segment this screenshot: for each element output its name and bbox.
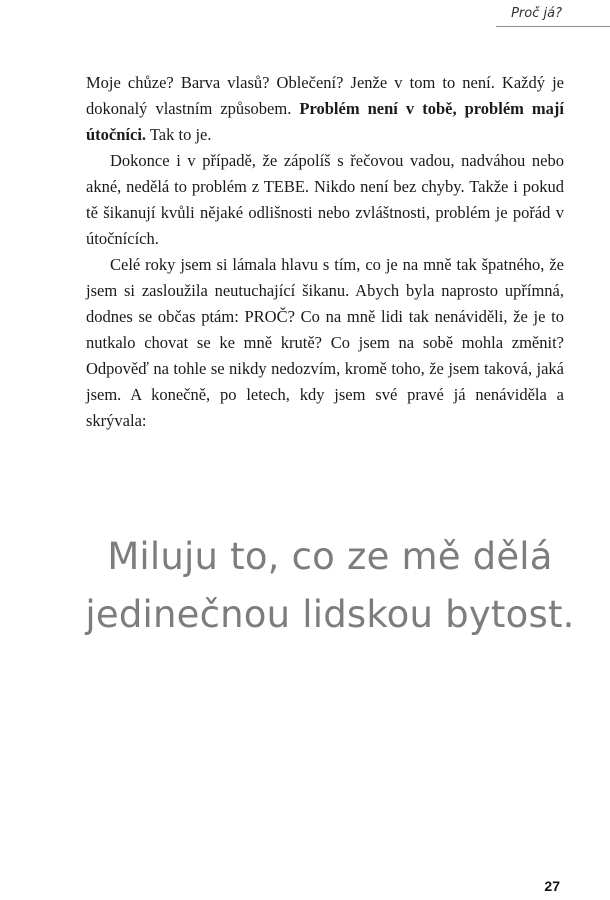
pull-quote [60,528,600,644]
header-rule [496,26,610,27]
paragraph-1-text-start: Moje chůze? Barva vlasů? Oblečení? Jenže v tom to není. Každý je dokonalý vlastním způsobem. [86,73,564,118]
pull-quote-line-2: jedinečnou lidskou bytost. [85,593,575,636]
pull-quote-line-1: Miluju to, co ze mě dělá [107,535,553,578]
body-text [86,70,564,434]
paragraph-3: Celé roky jsem si lámala hlavu s tím, co je na mně tak špatného, že jsem si zasloužila neutuchající šikanu. Abych byla naprosto upřímná, dodnes se občas ptám: PROČ? Co na mně lidi tak nenáviděli, že je to nutkalo chovat se ke mně krutě? Co jsem na sobě mohla změnit? Odpověď na tohle se nikdy nedozvím, kromě toho, že jsem taková, jaká jsem. A konečně, po letech, kdy jsem své pravé já nenáviděla a skrývala: [86,255,564,430]
paragraph-2: Dokonce i v případě, že zápolíš s řečovou vadou, nadváhou nebo akné, nedělá to problém z TEBE. Nikdo není bez chyby. Takže i pokud tě šikanují kvůli nějaké odlišnosti nebo zvláštnosti, problém je pořád v útočnících. [86,151,564,248]
paragraph-1-text-end: Tak to je. [146,125,212,144]
page-number: 27 [544,878,560,894]
paragraph-1-bold-statement: Problém není v tobě, problém mají útočníci. [86,99,564,144]
running-header-title: Proč já? [511,6,562,21]
paragraph-1 [86,70,564,148]
